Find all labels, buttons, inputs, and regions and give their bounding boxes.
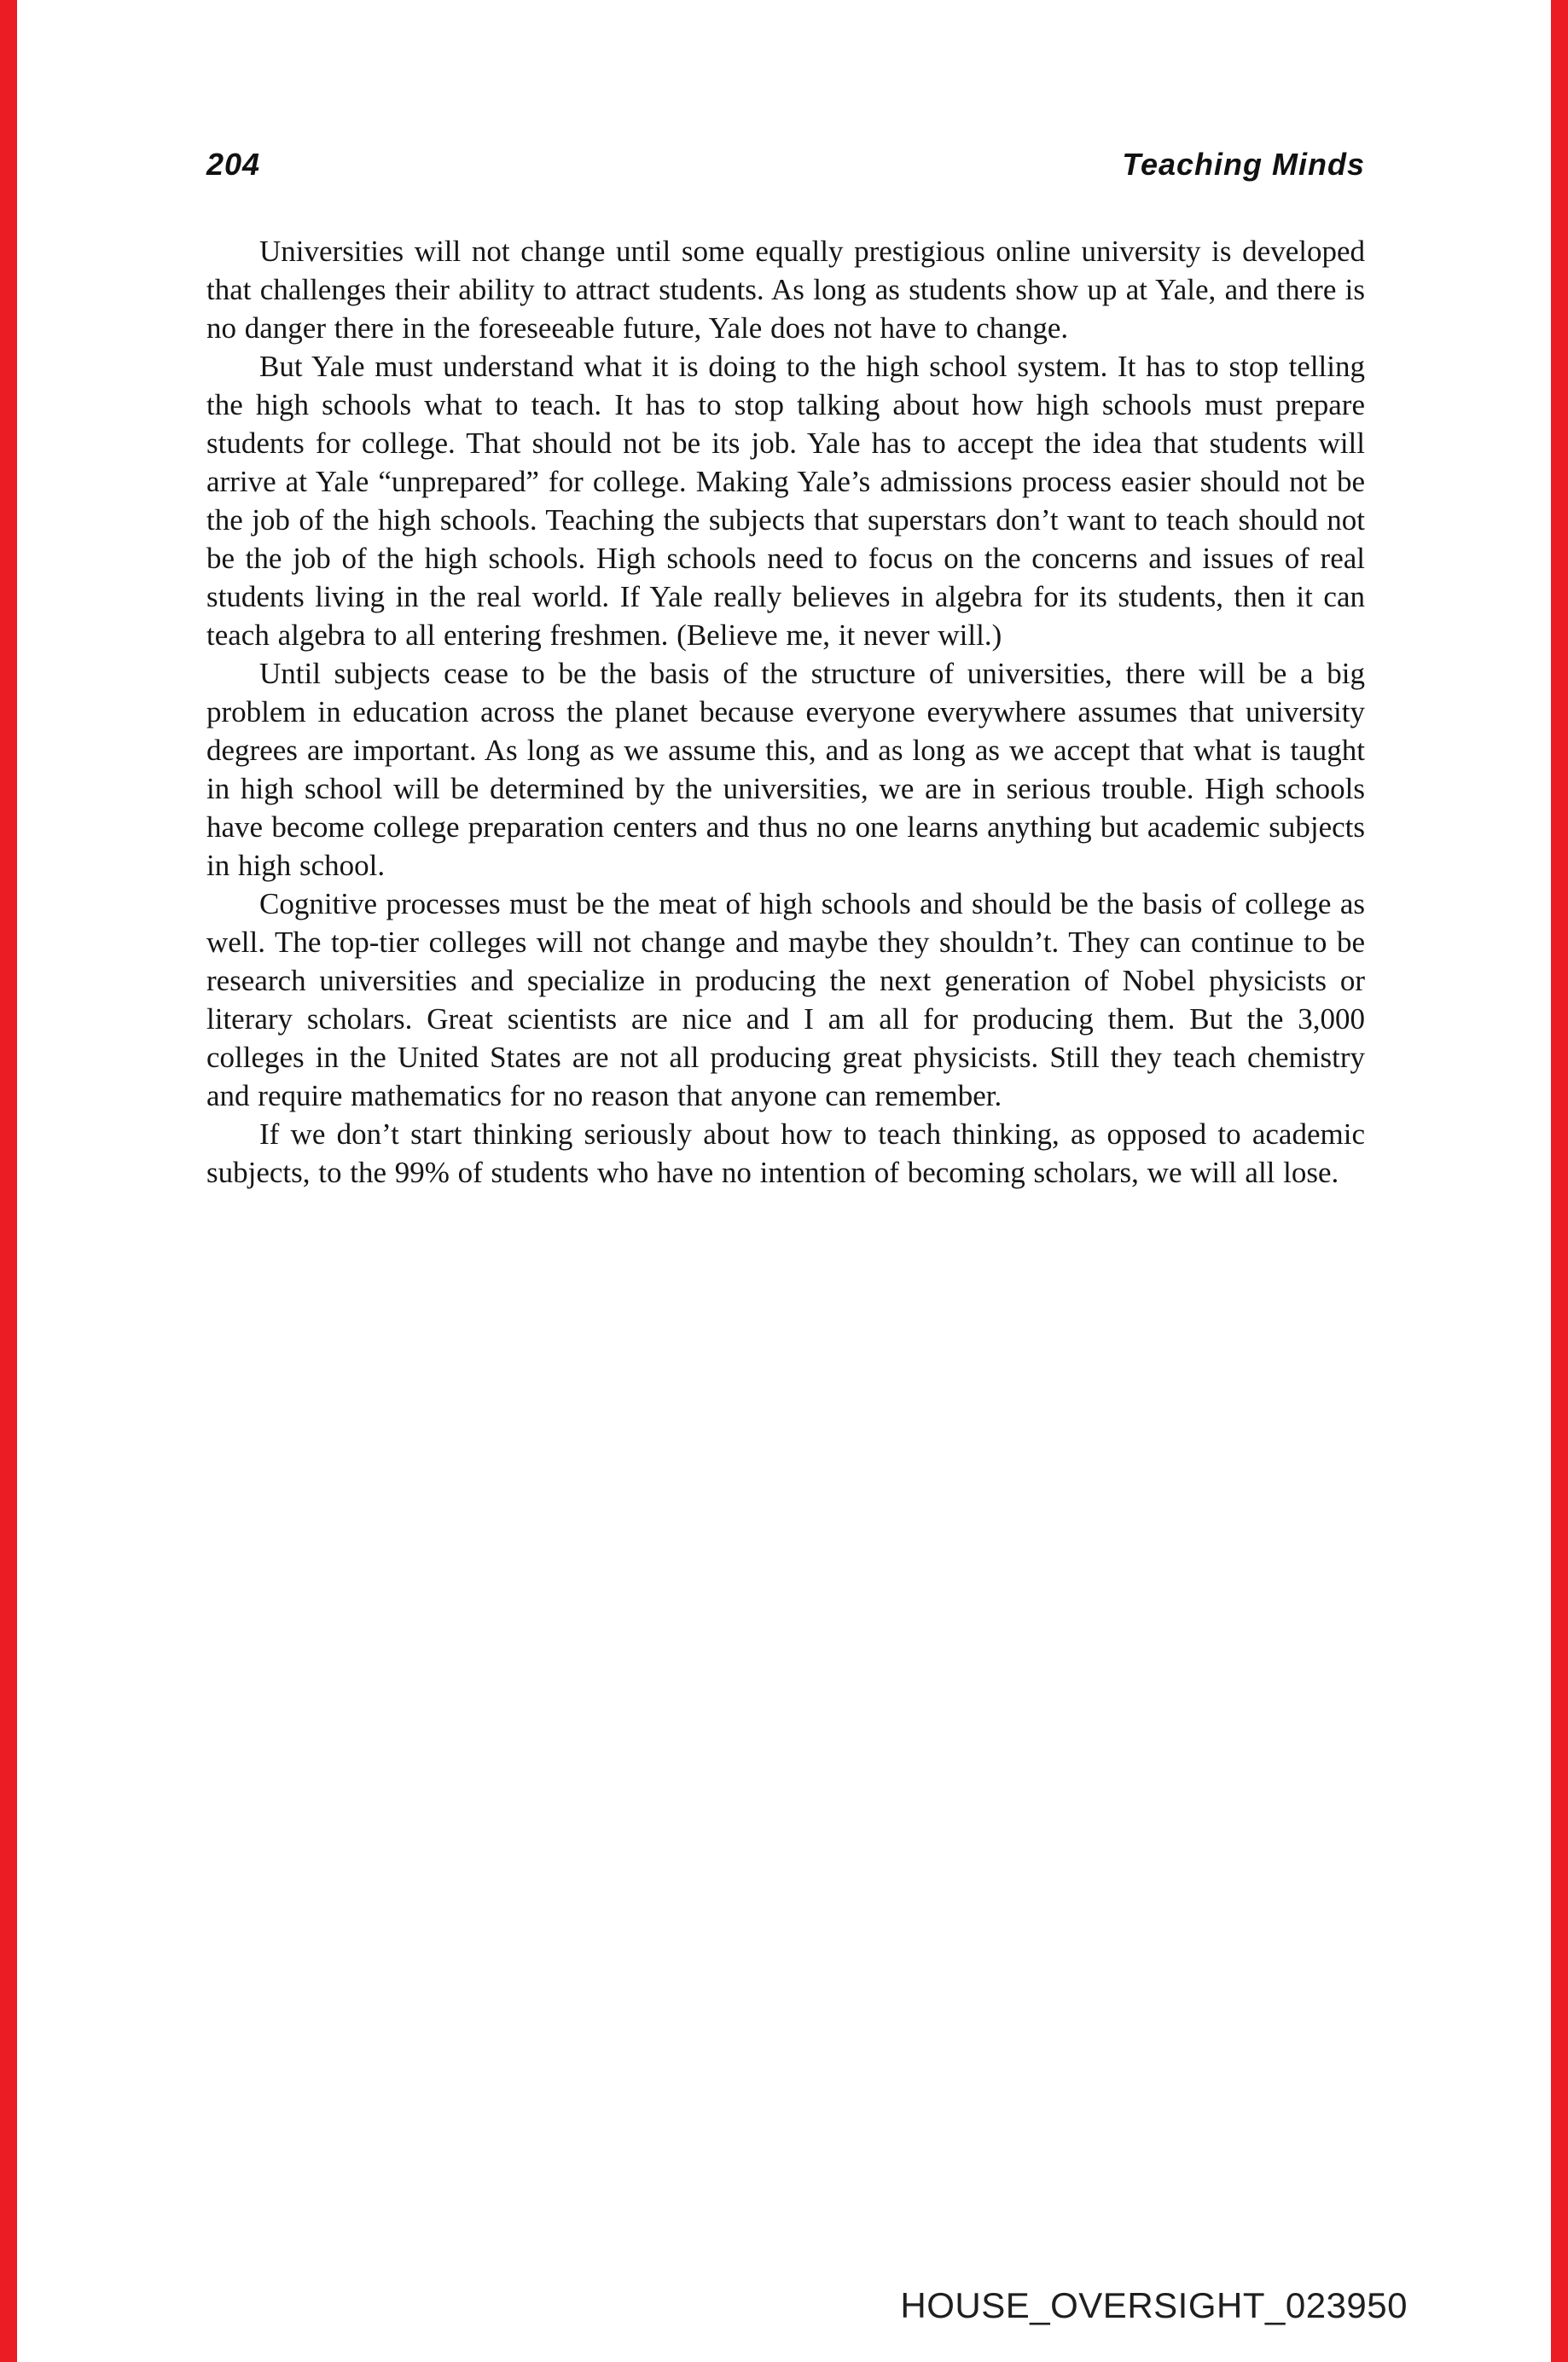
paragraph-3: Until subjects cease to be the basis of the structure of universities, there will be a big problem in education across the planet because everyone everywhere assumes that university degrees are important. As long as we assume this, and as long as we accept that what is taught in high school will be determined by the universities, we are in serious trouble. High schools have become college preparation centers and thus no one learns anything but academic subjects in high school. — [206, 657, 1365, 882]
book-title: Teaching Minds — [1122, 147, 1365, 182]
paragraph-1: Universities will not change until some equally prestigious online university is developed that challenges their ability to attract students. As long as students show up at Yale, and there is no danger there in the foreseeable future, Yale does not have to change. — [206, 235, 1365, 345]
page-body — [206, 232, 1365, 1192]
oversight-stamp: HOUSE_OVERSIGHT_023950 — [900, 2285, 1408, 2325]
page-header — [206, 147, 1365, 183]
paragraph-4: Cognitive processes must be the meat of high schools and should be the basis of college as well. The top-tier colleges will not change and maybe they shouldn’t. They can continue to be research universities and specialize in producing the next generation of Nobel physicists or literary scholars. Great scientists are nice and I am all for producing them. But the 3,000 colleges in the United States are not all producing great physicists. Still they teach chemistry and require mathematics for no reason that anyone can remember. — [206, 887, 1365, 1112]
paragraph-2: But Yale must understand what it is doing to the high school system. It has to stop telling the high schools what to teach. It has to stop talking about how high schools must prepare students for college. That should not be its job. Yale has to accept the idea that students will arrive at Yale “unprepared” for college. Making Yale’s admissions process easier should not be the job of the high schools. Teaching the subjects that superstars don’t want to teach should not be the job of the high schools. High schools need to focus on the concerns and issues of real students living in the real world. If Yale really believes in algebra for its students, then it can teach algebra to all entering freshmen. (Believe me, it never will.) — [206, 350, 1365, 652]
paragraph-5: If we don’t start thinking seriously about how to teach thinking, as opposed to academic subjects, to the 99% of students who have no intention of becoming scholars, we will all lose. — [206, 1117, 1365, 1189]
page-number: 204 — [206, 147, 261, 182]
